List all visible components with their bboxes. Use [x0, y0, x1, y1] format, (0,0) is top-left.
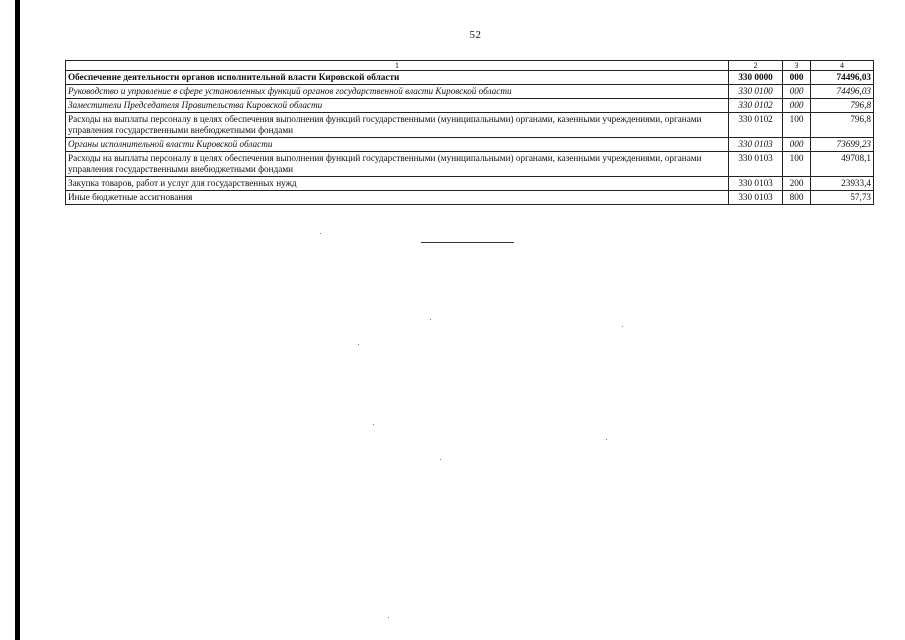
row-name: Закупка товаров, работ и услуг для государственных нужд	[66, 177, 729, 191]
row-csr-code: 330 0000	[729, 71, 783, 85]
scan-speck	[388, 617, 389, 618]
row-name: Заместители Председателя Правительства Кировской области	[66, 99, 729, 113]
row-csr-code: 330 0103	[729, 177, 783, 191]
row-vr-code: 100	[783, 113, 811, 138]
scan-speck	[373, 424, 374, 425]
row-vr-code: 100	[783, 152, 811, 177]
row-vr-code: 200	[783, 177, 811, 191]
row-amount: 74496,03	[811, 85, 874, 99]
table-row	[66, 152, 874, 177]
scan-speck	[606, 439, 607, 440]
row-csr-code: 330 0103	[729, 138, 783, 152]
row-name: Органы исполнительной власти Кировской области	[66, 138, 729, 152]
table-row	[66, 113, 874, 138]
scan-speck	[440, 459, 441, 460]
row-vr-code: 800	[783, 191, 811, 205]
row-csr-code: 330 0102	[729, 99, 783, 113]
row-name: Расходы на выплаты персоналу в целях обеспечения выполнения функций государственными (муниципальными) органами, казенными учреждениями, органами управления государственными внебюджетными фондами	[66, 113, 729, 138]
scan-speck	[430, 319, 431, 320]
page-number: 52	[469, 29, 482, 41]
column-header-1: 1	[66, 61, 729, 71]
table-row	[66, 71, 874, 85]
row-name: Обеспечение деятельности органов исполнительной власти Кировской области	[66, 71, 729, 85]
row-csr-code: 330 0103	[729, 191, 783, 205]
column-header-2: 2	[729, 61, 783, 71]
table-row	[66, 99, 874, 113]
scan-edge-border	[15, 0, 20, 640]
table-row	[66, 191, 874, 205]
row-name: Руководство и управление в сфере установленных функций органов государственной власти Кировской области	[66, 85, 729, 99]
table-row	[66, 85, 874, 99]
row-vr-code: 000	[783, 71, 811, 85]
row-csr-code: 330 0102	[729, 113, 783, 138]
scan-speck	[622, 326, 623, 327]
column-header-4: 4	[811, 61, 874, 71]
row-amount: 23933,4	[811, 177, 874, 191]
row-name: Расходы на выплаты персоналу в целях обеспечения выполнения функций государственными (муниципальными) органами, казенными учреждениями, органами управления государственными внебюджетными фондами	[66, 152, 729, 177]
scan-speck	[320, 233, 321, 234]
row-vr-code: 000	[783, 99, 811, 113]
row-amount: 57,73	[811, 191, 874, 205]
row-amount: 796,8	[811, 99, 874, 113]
row-vr-code: 000	[783, 85, 811, 99]
table-header-row	[66, 61, 874, 71]
row-amount: 74496,03	[811, 71, 874, 85]
budget-table	[65, 60, 874, 205]
table-row	[66, 138, 874, 152]
row-amount: 73699,23	[811, 138, 874, 152]
end-of-section-rule	[421, 242, 514, 243]
scan-speck	[358, 344, 359, 345]
row-csr-code: 330 0103	[729, 152, 783, 177]
row-vr-code: 000	[783, 138, 811, 152]
row-amount: 796,8	[811, 113, 874, 138]
column-header-3: 3	[783, 61, 811, 71]
row-amount: 49708,1	[811, 152, 874, 177]
row-csr-code: 330 0100	[729, 85, 783, 99]
table-row	[66, 177, 874, 191]
row-name: Иные бюджетные ассигнования	[66, 191, 729, 205]
